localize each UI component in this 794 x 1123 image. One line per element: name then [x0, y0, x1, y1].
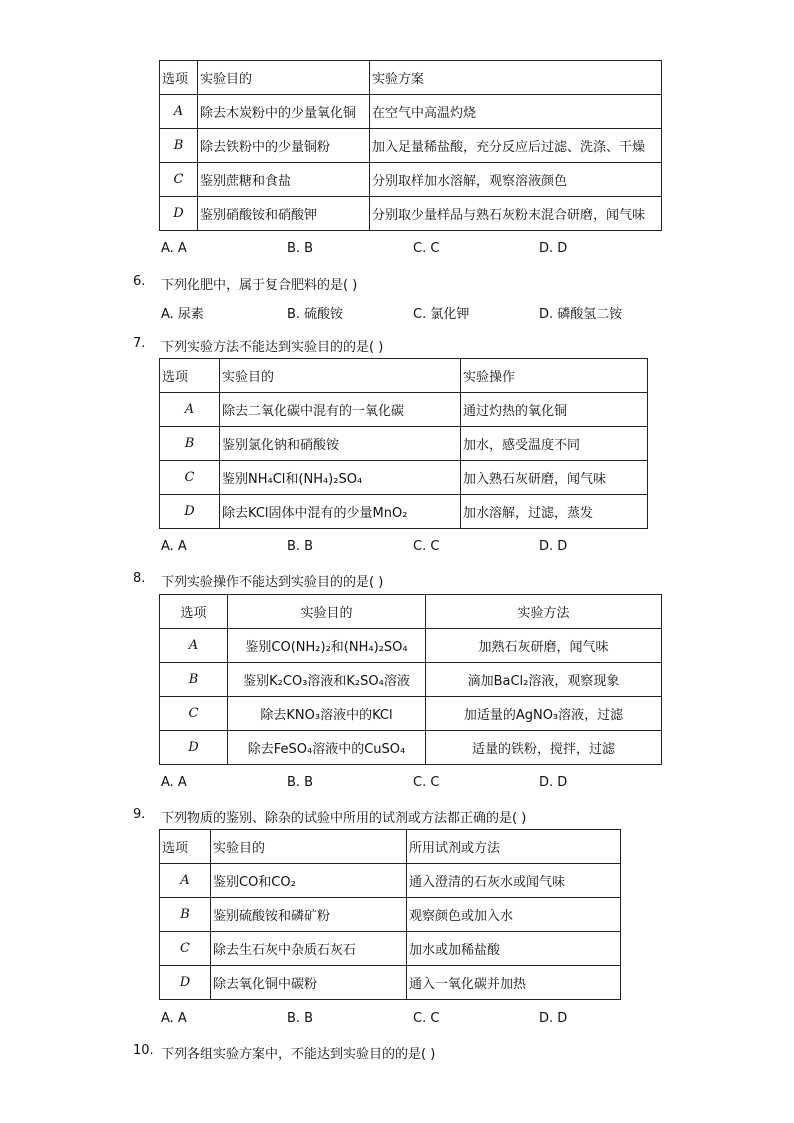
method-cell: 观察颜色或加入水	[407, 898, 621, 932]
table-header-row	[160, 830, 621, 864]
method-cell: 分别取样加水溶解，观察溶液颜色	[370, 163, 662, 197]
header-cell: 选项	[160, 830, 211, 864]
header-cell: 实验方案	[370, 61, 662, 95]
option-d[interactable]: D. D	[539, 539, 568, 554]
q8-table	[159, 594, 662, 765]
option-cell: C	[160, 697, 228, 731]
method-cell: 在空气中高温灼烧	[370, 95, 662, 129]
question-text: 下列化肥中，属于复合肥料的是( )	[161, 278, 358, 293]
header-cell: 实验目的	[211, 830, 407, 864]
option-cell: D	[160, 495, 220, 529]
option-d[interactable]: D. D	[539, 775, 568, 790]
table-row	[160, 427, 648, 461]
question-text: 下列物质的鉴别、除杂的试验中所用的试剂或方法都正确的是( )	[161, 811, 527, 826]
method-cell: 加入熟石灰研磨，闻气味	[461, 461, 648, 495]
purpose-cell: 除去FeSO₄溶液中的CuSO₄	[228, 731, 426, 765]
header-cell: 实验操作	[461, 359, 648, 393]
purpose-cell: 鉴别CO(NH₂)₂和(NH₄)₂SO₄	[228, 629, 426, 663]
purpose-cell: 鉴别硫酸铵和磷矿粉	[211, 898, 407, 932]
method-cell: 加水，感受温度不同	[461, 427, 648, 461]
header-cell: 实验目的	[220, 359, 461, 393]
option-c[interactable]: C. C	[413, 539, 440, 554]
question-text: 下列各组实验方案中，不能达到实验目的的是( )	[161, 1047, 436, 1062]
purpose-cell: 鉴别NH₄Cl和(NH₄)₂SO₄	[220, 461, 461, 495]
purpose-cell: 除去KCl固体中混有的少量MnO₂	[220, 495, 461, 529]
purpose-cell: 鉴别硝酸铵和硝酸钾	[198, 197, 370, 231]
option-a[interactable]: A. A	[161, 775, 187, 790]
method-cell: 适量的铁粉，搅拌，过滤	[426, 731, 662, 765]
method-cell: 通入澄清的石灰水或闻气味	[407, 864, 621, 898]
method-cell: 加水溶解，过滤，蒸发	[461, 495, 648, 529]
q5-table	[159, 60, 662, 231]
purpose-cell: 除去铁粉中的少量铜粉	[198, 129, 370, 163]
header-cell: 选项	[160, 61, 198, 95]
purpose-cell: 除去二氧化碳中混有的一氧化碳	[220, 393, 461, 427]
method-cell: 通过灼热的氧化铜	[461, 393, 648, 427]
option-a[interactable]: A. A	[161, 1011, 187, 1026]
table-row	[160, 898, 621, 932]
table-row	[160, 731, 662, 765]
purpose-cell: 鉴别蔗糖和食盐	[198, 163, 370, 197]
option-c[interactable]: C. C	[413, 1011, 440, 1026]
method-cell: 加水或加稀盐酸	[407, 932, 621, 966]
purpose-cell: 鉴别K₂CO₃溶液和K₂SO₄溶液	[228, 663, 426, 697]
table-header-row	[160, 595, 662, 629]
option-b[interactable]: B. B	[287, 241, 314, 256]
option-cell: D	[160, 731, 228, 765]
header-cell: 实验目的	[228, 595, 426, 629]
option-c[interactable]: C. 氯化钾	[413, 307, 470, 322]
question-text: 下列实验操作不能达到实验目的的是( )	[161, 575, 384, 590]
method-cell: 加熟石灰研磨，闻气味	[426, 629, 662, 663]
option-cell: C	[160, 163, 198, 197]
table-header-row	[160, 61, 662, 95]
method-cell: 滴加BaCl₂溶液，观察现象	[426, 663, 662, 697]
header-cell: 实验方法	[426, 595, 662, 629]
table-row	[160, 495, 648, 529]
option-cell: D	[160, 197, 198, 231]
option-cell: C	[160, 461, 220, 495]
purpose-cell: 除去木炭粉中的少量氧化铜	[198, 95, 370, 129]
table-row	[160, 197, 662, 231]
table-row	[160, 663, 662, 697]
table-row	[160, 966, 621, 1000]
method-cell: 加适量的AgNO₃溶液，过滤	[426, 697, 662, 731]
purpose-cell: 鉴别CO和CO₂	[211, 864, 407, 898]
option-b[interactable]: B. 硫酸铵	[287, 307, 344, 322]
header-cell: 选项	[160, 359, 220, 393]
option-cell: B	[160, 427, 220, 461]
method-cell: 加入足量稀盐酸，充分反应后过滤、洗涤、干燥	[370, 129, 662, 163]
purpose-cell: 鉴别氯化钠和硝酸铵	[220, 427, 461, 461]
q7-table	[159, 358, 648, 529]
option-a[interactable]: A. A	[161, 241, 187, 256]
option-b[interactable]: B. B	[287, 1011, 314, 1026]
table-row	[160, 697, 662, 731]
option-cell: A	[160, 864, 211, 898]
option-c[interactable]: C. C	[413, 241, 440, 256]
table-row	[160, 864, 621, 898]
option-d[interactable]: D. 磷酸氢二铵	[539, 307, 623, 322]
option-b[interactable]: B. B	[287, 775, 314, 790]
header-cell: 选项	[160, 595, 228, 629]
option-a[interactable]: A. A	[161, 539, 187, 554]
option-cell: C	[160, 932, 211, 966]
purpose-cell: 除去氧化铜中碳粉	[211, 966, 407, 1000]
table-row	[160, 629, 662, 663]
option-d[interactable]: D. D	[539, 241, 568, 256]
q9-table	[159, 829, 621, 1000]
purpose-cell: 除去KNO₃溶液中的KCl	[228, 697, 426, 731]
option-cell: B	[160, 663, 228, 697]
question-number: 9.	[133, 807, 146, 822]
header-cell: 所用试剂或方法	[407, 830, 621, 864]
option-a[interactable]: A. 尿素	[161, 307, 204, 322]
question-number: 10.	[133, 1043, 154, 1058]
purpose-cell: 除去生石灰中杂质石灰石	[211, 932, 407, 966]
option-c[interactable]: C. C	[413, 775, 440, 790]
table-row	[160, 393, 648, 427]
header-cell: 实验目的	[198, 61, 370, 95]
question-number: 7.	[133, 336, 146, 351]
method-cell: 分别取少量样品与熟石灰粉末混合研磨，闻气味	[370, 197, 662, 231]
question-number: 8.	[133, 571, 146, 586]
option-cell: A	[160, 629, 228, 663]
option-cell: B	[160, 898, 211, 932]
table-row	[160, 932, 621, 966]
table-row	[160, 95, 662, 129]
option-cell: A	[160, 95, 198, 129]
method-cell: 通入一氧化碳并加热	[407, 966, 621, 1000]
option-cell: A	[160, 393, 220, 427]
table-row	[160, 163, 662, 197]
table-row	[160, 129, 662, 163]
table-header-row	[160, 359, 648, 393]
option-d[interactable]: D. D	[539, 1011, 568, 1026]
question-text: 下列实验方法不能达到实验目的的是( )	[161, 340, 384, 355]
option-b[interactable]: B. B	[287, 539, 314, 554]
table-row	[160, 461, 648, 495]
question-number: 6.	[133, 274, 146, 289]
option-cell: B	[160, 129, 198, 163]
option-cell: D	[160, 966, 211, 1000]
